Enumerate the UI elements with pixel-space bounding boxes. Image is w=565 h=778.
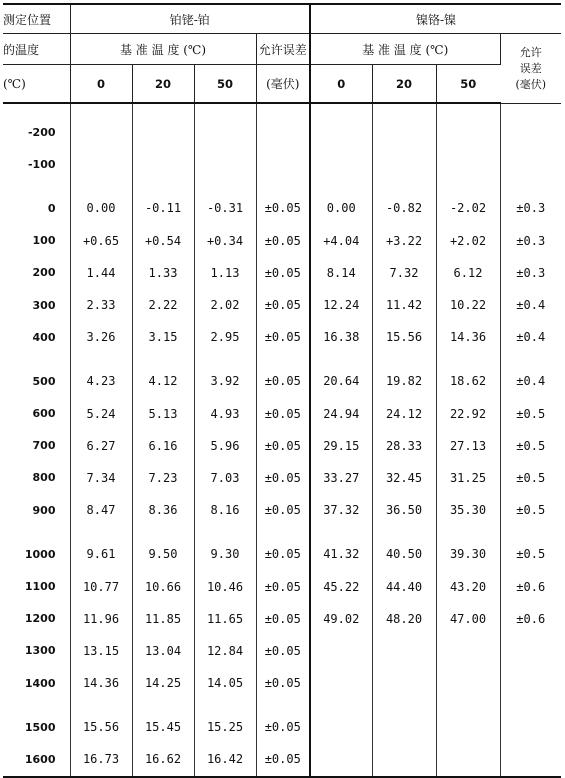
emf-value-cell: 10.46 xyxy=(194,570,256,602)
spacer-cell xyxy=(500,699,561,711)
emf-value-cell: -0.82 xyxy=(372,192,436,224)
emf-value-cell xyxy=(436,148,500,180)
tolerance-cell xyxy=(256,148,310,180)
emf-value-cell: 7.32 xyxy=(372,257,436,289)
spacer-cell xyxy=(132,699,194,711)
emf-value-cell: 9.30 xyxy=(194,538,256,570)
emf-value-cell: 15.25 xyxy=(194,711,256,743)
emf-value-cell: 15.56 xyxy=(70,711,132,743)
tolerance-cell: ±0.5 xyxy=(516,470,546,485)
emf-value-cell: 3.26 xyxy=(70,321,132,353)
spacer-cell xyxy=(132,526,194,538)
tolerance-cell: ±0.05 xyxy=(256,398,310,430)
temperature-cell: 1100 xyxy=(3,570,70,602)
emf-value-cell: 1.44 xyxy=(70,257,132,289)
tolerance-cell: ±0.5 xyxy=(516,547,546,562)
spacer-row xyxy=(3,103,561,116)
emf-value-cell xyxy=(436,743,500,776)
ref-50-header-2: 50 xyxy=(436,65,500,104)
emf-value-cell: 39.30 xyxy=(436,538,500,570)
row-header-line1: 测定位置 xyxy=(3,4,70,34)
spacer-cell xyxy=(310,699,372,711)
emf-value-cell: 1.33 xyxy=(132,257,194,289)
spacer-cell xyxy=(194,180,256,192)
emf-value-cell: 7.34 xyxy=(70,462,132,494)
tolerance-cell: ±0.05 xyxy=(256,192,310,224)
emf-value-cell xyxy=(132,116,194,148)
tolerance-unit-1: (毫伏) xyxy=(256,65,310,104)
temperature-cell: 500 xyxy=(3,365,70,397)
tolerance-cell: ±0.3 xyxy=(516,201,546,216)
spacer-cell xyxy=(310,180,372,192)
emf-value-cell: 29.15 xyxy=(310,430,372,462)
tolerance-cell: ±0.3 xyxy=(516,233,546,248)
table-row xyxy=(3,667,561,699)
emf-value-cell: 48.20 xyxy=(372,603,436,635)
emf-value-cell: 27.13 xyxy=(436,430,500,462)
tolerance-cell xyxy=(500,711,561,743)
spacer-cell xyxy=(70,526,132,538)
table-row xyxy=(3,398,561,430)
tolerance-cell: ±0.4 xyxy=(516,298,546,313)
spacer-cell xyxy=(3,699,70,711)
emf-value-cell: 44.40 xyxy=(372,570,436,602)
emf-value-cell: 43.20 xyxy=(436,570,500,602)
spacer-row xyxy=(3,699,561,711)
spacer-cell xyxy=(3,180,70,192)
emf-value-cell: -0.31 xyxy=(194,192,256,224)
emf-value-cell: +0.54 xyxy=(132,225,194,257)
emf-value-cell: 10.22 xyxy=(436,289,500,321)
emf-value-cell: 2.02 xyxy=(194,289,256,321)
emf-value-cell: 10.66 xyxy=(132,570,194,602)
emf-value-cell: 6.16 xyxy=(132,430,194,462)
emf-value-cell: 18.62 xyxy=(436,365,500,397)
table-row xyxy=(3,635,561,667)
emf-value-cell: 5.96 xyxy=(194,430,256,462)
temperature-cell: 1300 xyxy=(3,635,70,667)
emf-value-cell: 3.92 xyxy=(194,365,256,397)
row-header-line3: (℃) xyxy=(3,65,70,104)
spacer-cell xyxy=(132,353,194,365)
tolerance-cell: ±0.05 xyxy=(256,494,310,526)
emf-value-cell xyxy=(372,148,436,180)
spacer-cell xyxy=(372,353,436,365)
table-row xyxy=(3,743,561,776)
tolerance2-line1: 允许 xyxy=(519,46,542,60)
emf-value-cell: 14.05 xyxy=(194,667,256,699)
tolerance-cell: ±0.05 xyxy=(256,570,310,602)
emf-value-cell: 40.50 xyxy=(372,538,436,570)
spacer-cell xyxy=(372,103,436,116)
emf-value-cell: 6.12 xyxy=(436,257,500,289)
emf-value-cell: 5.24 xyxy=(70,398,132,430)
spacer-cell xyxy=(132,180,194,192)
emf-value-cell: 49.02 xyxy=(310,603,372,635)
table-body xyxy=(3,103,561,777)
emf-value-cell: 0.00 xyxy=(310,192,372,224)
temperature-cell: 300 xyxy=(3,289,70,321)
spacer-cell xyxy=(194,699,256,711)
table-row xyxy=(3,225,561,257)
tolerance-cell: ±0.05 xyxy=(256,257,310,289)
emf-value-cell: 11.85 xyxy=(132,603,194,635)
emf-value-cell: 8.47 xyxy=(70,494,132,526)
tolerance-cell xyxy=(256,116,310,148)
tolerance-cell xyxy=(500,116,561,148)
temperature-cell: 900 xyxy=(3,494,70,526)
temperature-cell: 100 xyxy=(3,225,70,257)
spacer-cell xyxy=(436,353,500,365)
emf-value-cell xyxy=(436,667,500,699)
tolerance-cell xyxy=(500,635,561,667)
emf-value-cell: +3.22 xyxy=(372,225,436,257)
temperature-cell: 1600 xyxy=(3,743,70,776)
emf-value-cell xyxy=(372,635,436,667)
row-header-line2: 的温度 xyxy=(3,34,70,65)
emf-value-cell: 14.25 xyxy=(132,667,194,699)
temperature-cell: 1200 xyxy=(3,603,70,635)
spacer-row xyxy=(3,353,561,365)
thermocouple-table xyxy=(3,3,561,778)
emf-value-cell: 8.14 xyxy=(310,257,372,289)
table-row xyxy=(3,116,561,148)
tolerance-cell: ±0.6 xyxy=(516,579,546,594)
tolerance-cell: ±0.5 xyxy=(516,438,546,453)
emf-value-cell: 4.23 xyxy=(70,365,132,397)
tolerance-cell: ±0.5 xyxy=(516,503,546,518)
tolerance-cell: ±0.05 xyxy=(256,225,310,257)
spacer-cell xyxy=(436,103,500,116)
temperature-cell: 1000 xyxy=(3,538,70,570)
emf-value-cell: 14.36 xyxy=(436,321,500,353)
tolerance-cell: ±0.05 xyxy=(256,365,310,397)
emf-value-cell: 8.36 xyxy=(132,494,194,526)
emf-value-cell: 16.38 xyxy=(310,321,372,353)
table-row xyxy=(3,711,561,743)
emf-value-cell xyxy=(194,116,256,148)
spacer-cell xyxy=(310,526,372,538)
emf-value-cell: 47.00 xyxy=(436,603,500,635)
table-row xyxy=(3,570,561,602)
emf-value-cell: -0.11 xyxy=(132,192,194,224)
tolerance2-line3: (毫伏) xyxy=(515,78,547,92)
emf-value-cell: 15.45 xyxy=(132,711,194,743)
tolerance-header-1: 允许误差 xyxy=(256,34,310,65)
group-nickel-chromium: 镍铬-镍 xyxy=(310,4,561,34)
emf-value-cell xyxy=(310,635,372,667)
emf-value-cell: 16.73 xyxy=(70,743,132,776)
emf-value-cell: 9.50 xyxy=(132,538,194,570)
emf-value-cell: 45.22 xyxy=(310,570,372,602)
emf-value-cell: 19.82 xyxy=(372,365,436,397)
emf-value-cell: 6.27 xyxy=(70,430,132,462)
tolerance-cell: ±0.6 xyxy=(516,611,546,626)
temperature-cell: -100 xyxy=(3,148,70,180)
emf-value-cell: 16.42 xyxy=(194,743,256,776)
tolerance-cell xyxy=(500,667,561,699)
emf-value-cell xyxy=(372,743,436,776)
emf-value-cell xyxy=(436,116,500,148)
emf-value-cell: 32.45 xyxy=(372,462,436,494)
spacer-row xyxy=(3,526,561,538)
spacer-cell xyxy=(256,180,310,192)
tolerance-cell: ±0.3 xyxy=(516,265,546,280)
temperature-cell: 700 xyxy=(3,430,70,462)
spacer-cell xyxy=(70,103,132,116)
temperature-cell: 800 xyxy=(3,462,70,494)
spacer-cell xyxy=(310,353,372,365)
emf-value-cell xyxy=(194,148,256,180)
temperature-cell: 1500 xyxy=(3,711,70,743)
emf-value-cell: 12.84 xyxy=(194,635,256,667)
ref-temp-header-1: 基 准 温 度 (℃) xyxy=(70,34,256,65)
emf-value-cell: 11.96 xyxy=(70,603,132,635)
table-row xyxy=(3,148,561,180)
spacer-cell xyxy=(3,353,70,365)
emf-value-cell xyxy=(310,711,372,743)
tolerance-cell: ±0.05 xyxy=(256,635,310,667)
emf-value-cell: 28.33 xyxy=(372,430,436,462)
emf-value-cell: 31.25 xyxy=(436,462,500,494)
emf-value-cell: 36.50 xyxy=(372,494,436,526)
emf-value-cell: 2.95 xyxy=(194,321,256,353)
tolerance2-line2: 误差 xyxy=(519,62,542,76)
spacer-cell xyxy=(256,699,310,711)
spacer-cell xyxy=(500,103,561,116)
spacer-cell xyxy=(256,526,310,538)
emf-value-cell xyxy=(372,667,436,699)
tolerance-cell xyxy=(500,148,561,180)
group-platinum-rhodium: 铂铑-铂 xyxy=(70,4,310,34)
emf-value-cell: 2.22 xyxy=(132,289,194,321)
spacer-cell xyxy=(132,103,194,116)
emf-value-cell: 24.12 xyxy=(372,398,436,430)
emf-value-cell: 12.24 xyxy=(310,289,372,321)
spacer-cell xyxy=(436,180,500,192)
emf-value-cell: 13.15 xyxy=(70,635,132,667)
spacer-cell xyxy=(256,103,310,116)
ref-0-header-1: 0 xyxy=(70,65,132,104)
tolerance-cell: ±0.05 xyxy=(256,462,310,494)
emf-value-cell xyxy=(436,711,500,743)
tolerance-header-2 xyxy=(500,34,561,104)
spacer-cell xyxy=(256,353,310,365)
emf-value-cell: 22.92 xyxy=(436,398,500,430)
emf-value-cell: 16.62 xyxy=(132,743,194,776)
table-row xyxy=(3,289,561,321)
table-row xyxy=(3,257,561,289)
temperature-cell: 200 xyxy=(3,257,70,289)
emf-value-cell: 11.42 xyxy=(372,289,436,321)
emf-value-cell: 14.36 xyxy=(70,667,132,699)
temperature-cell: 400 xyxy=(3,321,70,353)
spacer-cell xyxy=(310,103,372,116)
spacer-cell xyxy=(70,180,132,192)
emf-value-cell: 4.93 xyxy=(194,398,256,430)
spacer-cell xyxy=(500,526,561,538)
ref-temp-header-2: 基 准 温 度 (℃) xyxy=(310,34,500,65)
tolerance-cell: ±0.4 xyxy=(516,330,546,345)
emf-value-cell xyxy=(310,743,372,776)
tolerance-cell: ±0.4 xyxy=(516,374,546,389)
spacer-cell xyxy=(194,526,256,538)
temperature-cell: 1400 xyxy=(3,667,70,699)
spacer-cell xyxy=(194,103,256,116)
spacer-cell xyxy=(436,699,500,711)
emf-value-cell: 41.32 xyxy=(310,538,372,570)
spacer-row xyxy=(3,180,561,192)
emf-value-cell: 4.12 xyxy=(132,365,194,397)
emf-value-cell: 10.77 xyxy=(70,570,132,602)
spacer-cell xyxy=(500,180,561,192)
emf-value-cell: 8.16 xyxy=(194,494,256,526)
tolerance-cell: ±0.05 xyxy=(256,711,310,743)
table-row xyxy=(3,321,561,353)
emf-value-cell: +4.04 xyxy=(310,225,372,257)
spacer-cell xyxy=(3,526,70,538)
table-row xyxy=(3,462,561,494)
emf-value-cell: 20.64 xyxy=(310,365,372,397)
emf-value-cell xyxy=(372,116,436,148)
spacer-cell xyxy=(194,353,256,365)
tolerance-cell: ±0.05 xyxy=(256,603,310,635)
table-row xyxy=(3,192,561,224)
tolerance-cell: ±0.05 xyxy=(256,538,310,570)
spacer-cell xyxy=(372,699,436,711)
temperature-cell: 600 xyxy=(3,398,70,430)
table-row xyxy=(3,494,561,526)
tolerance-cell: ±0.5 xyxy=(516,406,546,421)
emf-value-cell: 7.03 xyxy=(194,462,256,494)
emf-value-cell: +2.02 xyxy=(436,225,500,257)
emf-value-cell: 5.13 xyxy=(132,398,194,430)
emf-value-cell xyxy=(310,116,372,148)
temperature-cell: -200 xyxy=(3,116,70,148)
table-row xyxy=(3,430,561,462)
ref-0-header-2: 0 xyxy=(310,65,372,104)
tolerance-cell: ±0.05 xyxy=(256,321,310,353)
spacer-cell xyxy=(500,353,561,365)
emf-value-cell xyxy=(70,148,132,180)
ref-20-header-1: 20 xyxy=(132,65,194,104)
emf-value-cell: 3.15 xyxy=(132,321,194,353)
spacer-cell xyxy=(372,526,436,538)
ref-50-header-1: 50 xyxy=(194,65,256,104)
emf-value-cell: 0.00 xyxy=(70,192,132,224)
emf-value-cell: 7.23 xyxy=(132,462,194,494)
temperature-cell: 0 xyxy=(3,192,70,224)
emf-value-cell: 33.27 xyxy=(310,462,372,494)
emf-value-cell xyxy=(310,667,372,699)
table-row xyxy=(3,538,561,570)
emf-value-cell xyxy=(372,711,436,743)
spacer-cell xyxy=(436,526,500,538)
emf-value-cell: 24.94 xyxy=(310,398,372,430)
emf-value-cell: 35.30 xyxy=(436,494,500,526)
emf-value-cell: 9.61 xyxy=(70,538,132,570)
table-row xyxy=(3,365,561,397)
spacer-cell xyxy=(70,353,132,365)
emf-value-cell xyxy=(132,148,194,180)
tolerance-cell: ±0.05 xyxy=(256,430,310,462)
emf-value-cell xyxy=(310,148,372,180)
emf-value-cell: 13.04 xyxy=(132,635,194,667)
emf-value-cell: 1.13 xyxy=(194,257,256,289)
emf-value-cell: -2.02 xyxy=(436,192,500,224)
spacer-cell xyxy=(3,103,70,116)
table-row xyxy=(3,603,561,635)
tolerance-cell: ±0.05 xyxy=(256,743,310,776)
emf-value-cell: +0.34 xyxy=(194,225,256,257)
emf-value-cell: 11.65 xyxy=(194,603,256,635)
spacer-cell xyxy=(372,180,436,192)
emf-value-cell: 37.32 xyxy=(310,494,372,526)
emf-value-cell xyxy=(436,635,500,667)
tolerance-cell: ±0.05 xyxy=(256,289,310,321)
emf-value-cell: 15.56 xyxy=(372,321,436,353)
tolerance-cell xyxy=(500,743,561,776)
ref-20-header-2: 20 xyxy=(372,65,436,104)
emf-value-cell: 2.33 xyxy=(70,289,132,321)
emf-value-cell xyxy=(70,116,132,148)
tolerance-cell: ±0.05 xyxy=(256,667,310,699)
emf-value-cell: +0.65 xyxy=(70,225,132,257)
spacer-cell xyxy=(70,699,132,711)
